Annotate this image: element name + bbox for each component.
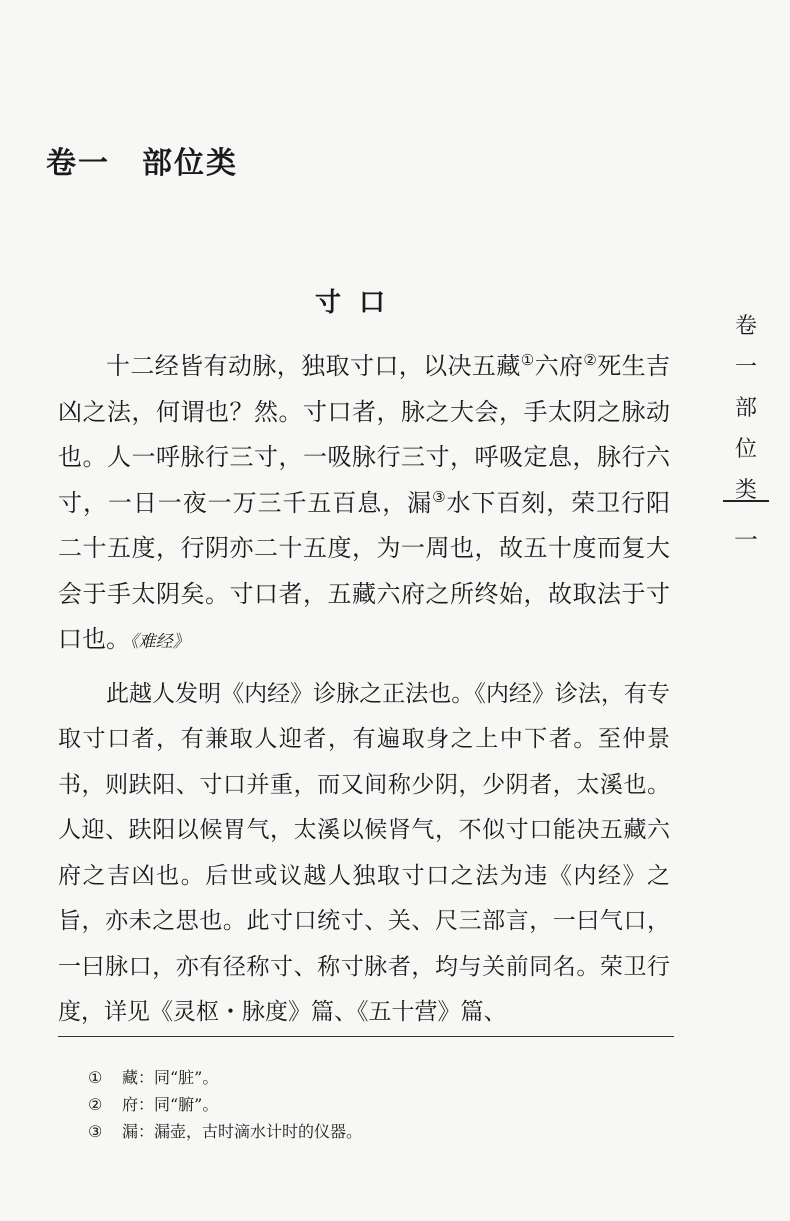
footnote-item	[88, 1064, 362, 1091]
running-head-char: 位	[734, 437, 757, 462]
main-text	[58, 344, 670, 1036]
source-citation: 《难经》	[130, 632, 190, 652]
footnote-item	[88, 1091, 362, 1118]
text-run: 水下百刻，荣卫行阳二十五度，行阴亦二十五度，为一周也，故五十度而复大会于手太阴矣。寸口者，五藏六府之所终始，故取法于寸口也。	[58, 488, 670, 653]
footnote-mark: ②	[88, 1095, 103, 1114]
section-title-char: 口	[359, 288, 386, 318]
footnote-text: 漏：漏壶，古时滴水计时的仪器。	[122, 1122, 363, 1141]
running-head-char: 类	[734, 478, 757, 503]
text-run: 六府	[534, 352, 584, 380]
running-head-char: 部	[734, 396, 757, 421]
footnote-mark: ①	[88, 1068, 103, 1087]
footnote-mark: ③	[88, 1122, 103, 1141]
footnote-ref[interactable]: ①	[520, 351, 535, 369]
running-head-char: 一	[734, 355, 757, 380]
footnote-divider	[58, 1036, 674, 1037]
footnote-text: 府：同“腑”。	[122, 1095, 219, 1114]
chapter-name: 部位类	[142, 146, 238, 181]
footnote-text: 藏：同“脏”。	[122, 1068, 219, 1087]
section-title-char: 寸	[314, 288, 341, 318]
running-head-char: 卷	[734, 314, 757, 339]
text-run: 死生吉凶之法，何谓也？然。寸口者，脉之大会，手太阴之脉动也。人一呼脉行三寸，一吸脉行三寸，呼吸定息，脉行六寸，一日一夜一万三千五百息，漏	[58, 352, 671, 517]
classic-quote-paragraph	[58, 344, 670, 666]
running-head	[728, 306, 764, 511]
text-run: 十二经皆有动脉，独取寸口，以决五藏	[106, 352, 521, 380]
footnote-item	[88, 1118, 362, 1145]
running-head-divider	[723, 500, 769, 502]
footnote-ref[interactable]: ③	[432, 487, 447, 506]
chapter-title	[46, 138, 238, 182]
footnotes	[88, 1064, 362, 1145]
section-title	[0, 282, 700, 319]
commentary-paragraph: 此越人发明《内经》诊脉之正法也。《内经》诊法，有专取寸口者，有兼取人迎者，有遍取身之上中下者。至仲景书，则趺阳、寸口并重，而又间称少阴，少阴者，太溪也。人迎、趺阳以候胃气，太溪以候肾气，不似寸口能决五藏六府之吉凶也。后世或议越人独取寸口之法为违《内经》之旨，亦未之思也。此寸口统寸、关、尺三部言，一曰气口，一曰脉口，亦有径称寸、称寸脉者，均与关前同名。荣卫行度，详见《灵枢・脉度》篇、《五十营》篇、	[58, 680, 670, 1025]
page-number: 一	[734, 526, 758, 554]
footnote-ref[interactable]: ②	[583, 351, 598, 369]
chapter-number: 卷一	[46, 146, 110, 181]
